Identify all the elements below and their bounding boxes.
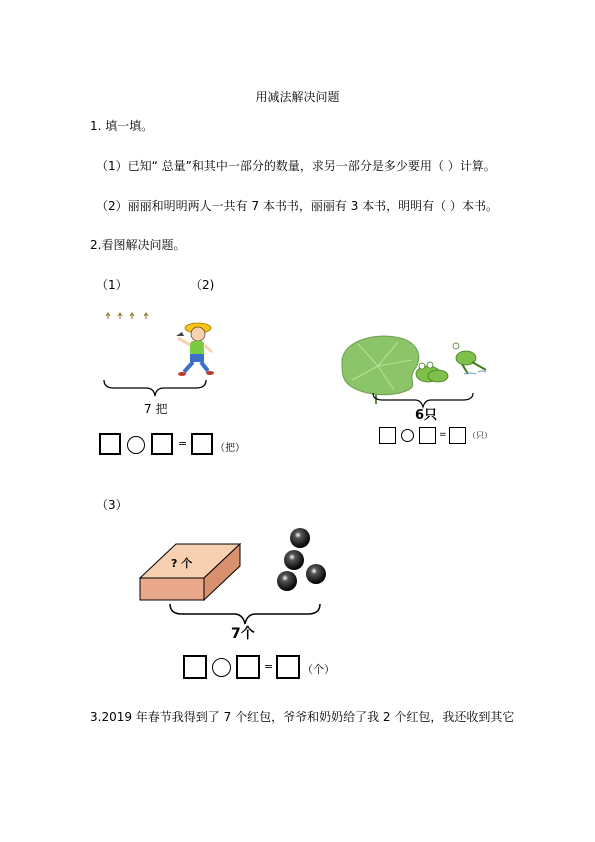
box-image: [136, 540, 244, 604]
unit-label: （个）: [302, 663, 335, 676]
q2-p3-label: （3）: [96, 498, 128, 512]
problem3-total: 7个: [231, 626, 255, 642]
q1-heading: 1. 填一填。: [90, 119, 154, 133]
ball: [284, 550, 304, 570]
answer-box[interactable]: [151, 433, 173, 455]
page-title: 用减法解决问题: [255, 90, 340, 104]
q2-heading: 2.看图解决问题。: [90, 238, 186, 252]
answer-box[interactable]: [379, 427, 396, 444]
jumping-frog-image: [453, 343, 486, 374]
balls-image: [272, 524, 332, 594]
answer-box[interactable]: [419, 427, 436, 444]
operator-circle[interactable]: [401, 429, 414, 442]
answer-box[interactable]: [236, 655, 260, 679]
answer-box[interactable]: [449, 427, 466, 444]
answer-box[interactable]: [191, 433, 213, 455]
unit-label: （只）: [468, 431, 492, 440]
ball: [290, 528, 310, 548]
q2-p1-label: （1）: [96, 278, 128, 292]
box-text: ? 个: [171, 557, 193, 570]
ball: [277, 571, 297, 591]
answer-box[interactable]: [99, 433, 121, 455]
ball: [306, 564, 326, 584]
q1-item1: （1）已知“ 总量”和其中一部分的数量，求另一部分是多少要用（ ）计算。: [96, 159, 496, 173]
equals-sign: =: [264, 660, 274, 673]
umbrella-icons: [106, 313, 148, 319]
problem1-brace: [100, 378, 212, 400]
operator-circle[interactable]: [212, 658, 231, 677]
equals-sign: =: [178, 437, 188, 450]
q2-p2-label: （2): [190, 278, 215, 292]
running-boy-image: [176, 323, 214, 376]
answer-box[interactable]: [183, 655, 207, 679]
problem1-illustration: [100, 308, 220, 388]
frog-image: [428, 370, 448, 382]
equals-sign: =: [439, 430, 447, 440]
problem1-total: 7 把: [144, 402, 168, 416]
answer-box[interactable]: [276, 655, 300, 679]
problem2-total: 6只: [415, 408, 438, 423]
q1-item2: （2）丽丽和明明两人一共有 7 本书书，丽丽有 3 本书，明明有（ ）本书。: [96, 199, 498, 213]
operator-circle[interactable]: [127, 436, 145, 454]
q3-text: 3.2019 年春节我得到了 7 个红包，爷爷和奶奶给了我 2 个红包，我还收到其它: [90, 710, 515, 724]
unit-label: （把）: [215, 443, 245, 454]
